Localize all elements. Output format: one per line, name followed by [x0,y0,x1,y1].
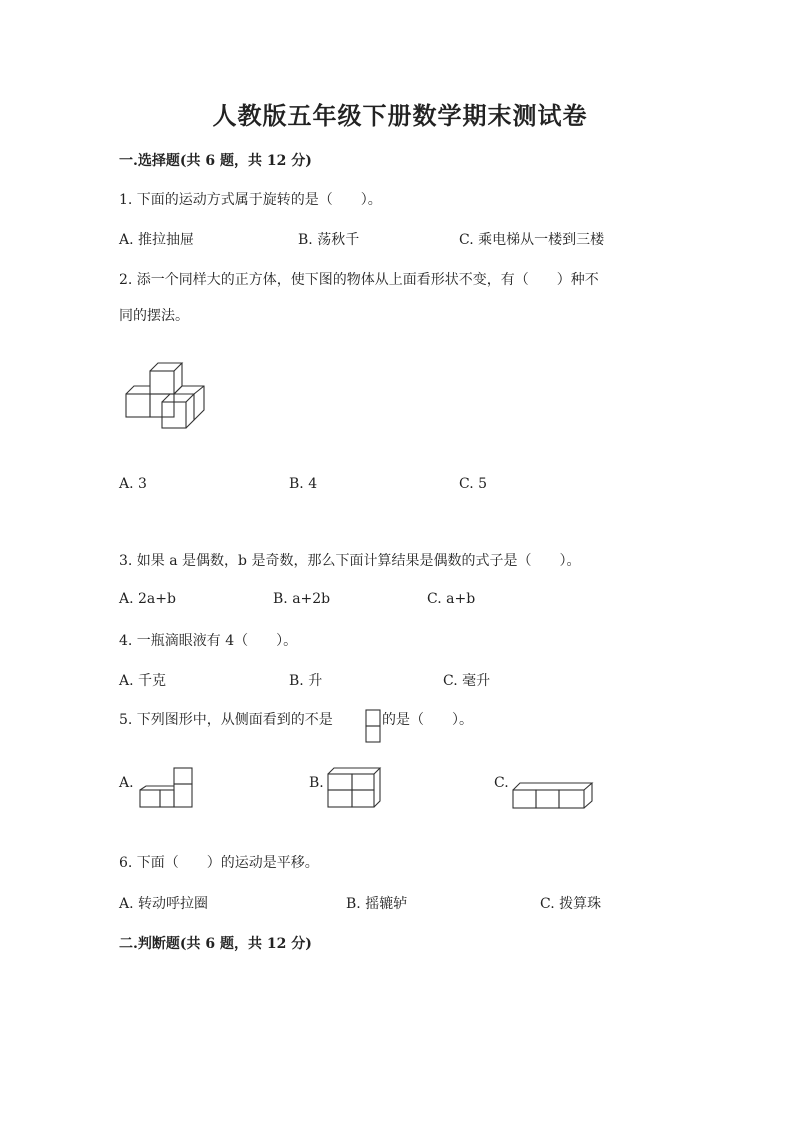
page-title: 人教版五年级下册数学期末测试卷 [212,101,588,130]
q1-option-a: A. 推拉抽屉 [119,232,195,248]
q4-option-b: B. 升 [289,673,323,689]
cube-stack-figure [124,360,208,432]
cube-face [126,394,150,417]
q2-option-b: B. 4 [289,476,318,492]
question-3: 3. 如果 a 是偶数，b 是奇数，那么下面计算结果是偶数的式子是（ ）。 [119,553,581,569]
cube-edge [150,363,182,371]
question-6: 6. 下面（ ）的运动是平移。 [119,855,319,871]
question-2-line-1: 2. 添一个同样大的正方体，使下图的物体从上面看形状不变，有（ ）种不 [119,272,599,288]
q5-option-b: B. [309,775,324,791]
q4-option-c: C. 毫升 [443,673,491,689]
cube-edge [126,386,150,394]
q5-option-c: C. [494,775,509,791]
question-2-line-2: 同的摆法。 [119,308,189,324]
q1-option-b: B. 荡秋千 [298,232,360,248]
section-heading-judgement: 二.判断题(共 6 题，共 12 分) [119,936,312,952]
q4-option-a: A. 千克 [119,673,167,689]
cube-edge [162,394,194,402]
question-5-text-after: 的是（ ）。 [382,712,473,728]
section-heading-choice: 一.选择题(共 6 题，共 12 分) [119,153,312,169]
q6-option-c: C. 拨算珠 [540,896,602,912]
question-1: 1. 下面的运动方式属于旋转的是（ ）。 [119,192,382,208]
q6-option-b: B. 摇辘轳 [346,896,408,912]
q3-option-b: B. a+2b [273,591,331,607]
question-4: 4. 一瓶滴眼液有 4（ ）。 [119,633,298,649]
q2-option-c: C. 5 [459,476,488,492]
cube-edge [174,386,190,394]
q2-option-a: A. 3 [119,476,147,492]
cube-edge [186,394,194,428]
question-5-text-before: 5. 下列图形中，从侧面看到的不是 [119,712,333,728]
q3-option-a: A. 2a+b [119,591,176,607]
q5-option-a-cube-figure [136,766,198,810]
q6-option-a: A. 转动呼拉圈 [119,896,209,912]
cube-face [150,371,174,394]
q1-option-c: C. 乘电梯从一楼到三楼 [459,232,605,248]
cube-edge [194,386,204,394]
two-square-column-icon [364,708,382,746]
q5-option-a: A. [119,775,134,791]
q5-option-b-cube-figure [324,766,382,810]
q3-option-c: C. a+b [427,591,476,607]
q5-option-c-cube-figure [510,780,596,812]
